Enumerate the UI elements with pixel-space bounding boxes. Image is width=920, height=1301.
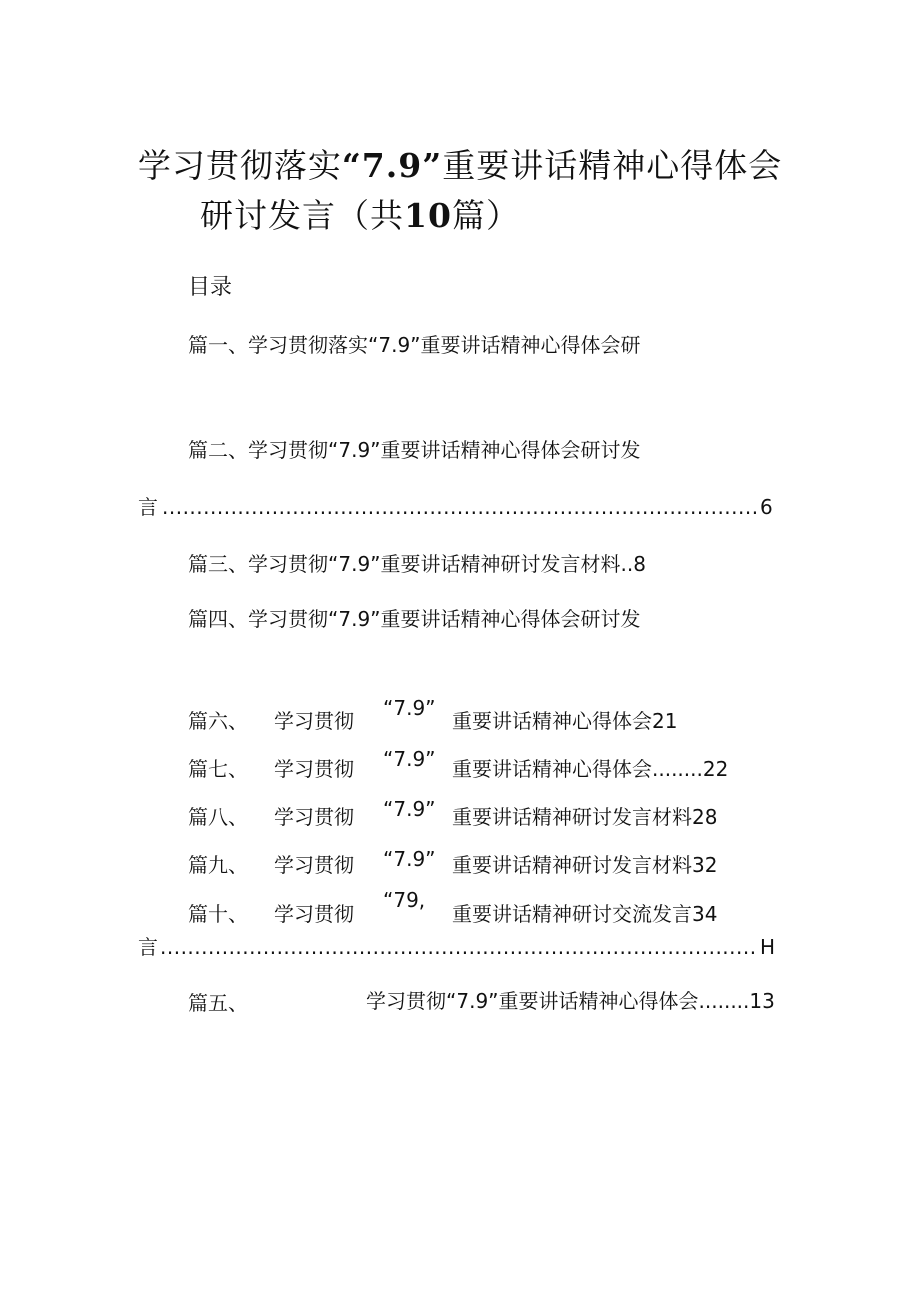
entry-quote: “7.9” <box>383 847 436 871</box>
entry-quote: “79, <box>383 888 426 912</box>
entry-tail: 重要讲话精神心得体会........22 <box>452 757 729 781</box>
toc-entry-2[interactable]: 篇二、学习贯彻“7.9”重要讲话精神心得体会研讨发 <box>188 438 641 462</box>
stray-start: 言 <box>138 935 158 959</box>
entry-number: 篇五、 <box>188 991 248 1015</box>
entry-number: 篇九、 <box>188 853 248 877</box>
document-title-line-1: 学习贯彻落实“7.9”重要讲话精神心得体会 <box>137 146 783 185</box>
entry-number: 篇七、 <box>188 757 248 781</box>
entry-number: 篇十、 <box>188 902 248 926</box>
toc-entry-2-page: 6 <box>760 495 773 519</box>
entry-number: 篇六、 <box>188 709 248 733</box>
entry-quote: “7.9” <box>383 696 436 720</box>
entry-tail: 重要讲话精神心得体会21 <box>452 709 678 733</box>
toc-heading: 目录 <box>188 275 233 300</box>
document-title-line-2: 研讨发言（共10篇） <box>200 196 520 235</box>
entry-tail: 重要讲话精神研讨发言材料32 <box>452 853 718 877</box>
toc-entry-3[interactable]: 篇三、学习贯彻“7.9”重要讲话精神研讨发言材料..8 <box>188 552 646 576</box>
entry-mid: 学习贯彻 <box>274 805 354 829</box>
entry-tail: 重要讲话精神研讨发言材料28 <box>452 805 718 829</box>
entry-mid: 学习贯彻 <box>274 853 354 877</box>
dot-leader <box>162 493 758 521</box>
entry-tail: 重要讲话精神研讨交流发言34 <box>452 902 718 926</box>
entry-text: 学习贯彻“7.9”重要讲话精神心得体会........13 <box>366 989 775 1013</box>
entry-quote: “7.9” <box>383 797 436 821</box>
entry-mid: 学习贯彻 <box>274 709 354 733</box>
toc-entry-2-continuation: 言 <box>138 495 158 519</box>
entry-quote: “7.9” <box>383 747 436 771</box>
entry-mid: 学习贯彻 <box>274 902 354 926</box>
toc-entry-4[interactable]: 篇四、学习贯彻“7.9”重要讲话精神心得体会研讨发 <box>188 607 641 631</box>
dot-leader <box>160 933 758 961</box>
stray-end: H <box>760 935 776 959</box>
toc-entry-1[interactable]: 篇一、学习贯彻落实“7.9”重要讲话精神心得体会研 <box>188 333 641 357</box>
stray-leader-line <box>138 933 778 961</box>
entry-number: 篇八、 <box>188 805 248 829</box>
entry-mid: 学习贯彻 <box>274 757 354 781</box>
toc-entry-2-leader <box>138 493 778 521</box>
